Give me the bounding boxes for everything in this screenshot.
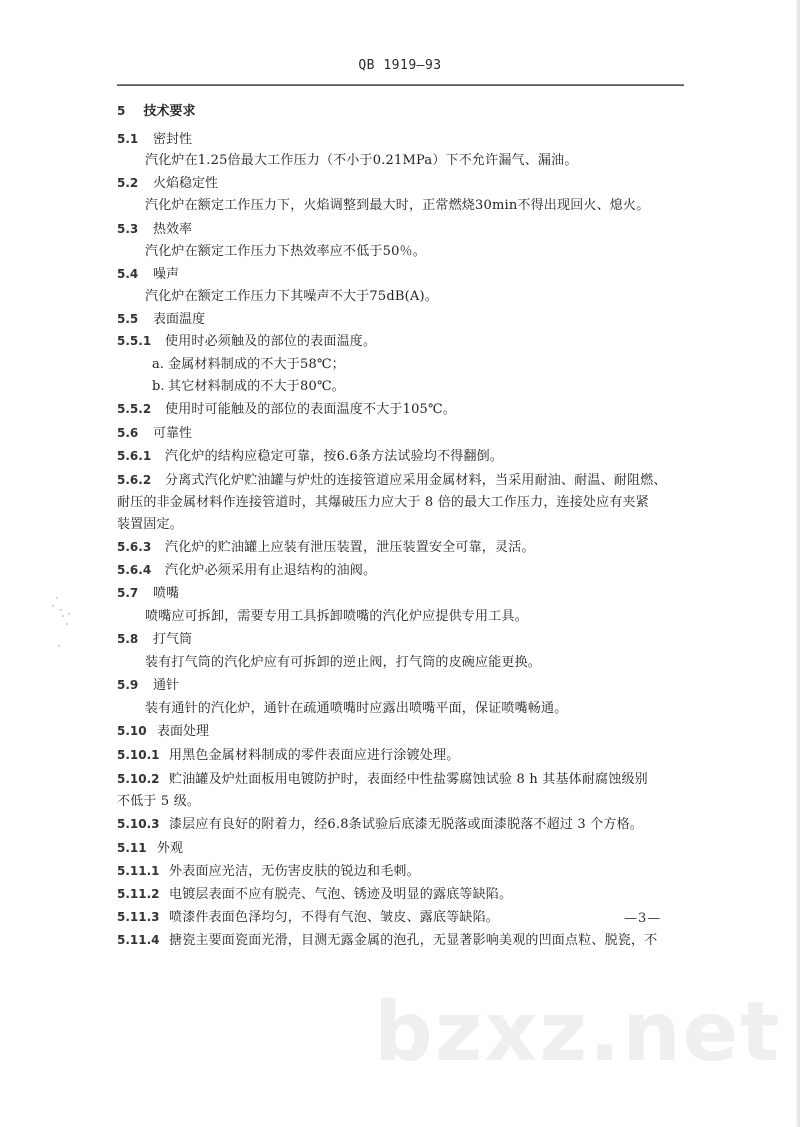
clause-body: 汽化炉的结构应稳定可靠，按6.6条方法试验均不得翻倒。: [165, 449, 504, 464]
clause-number: 5.10.1: [117, 748, 160, 762]
clause-number: 5.2: [117, 176, 139, 190]
clause-5-10-1: [117, 747, 459, 764]
clause-number: 5.4: [117, 267, 139, 281]
sub-item-a: [152, 356, 345, 373]
clause-number: 5.11.1: [117, 864, 160, 878]
clause-heading-5-11: [117, 840, 183, 857]
clause-5-6-1: [117, 448, 503, 465]
standard-code-header: QB 1919—93: [358, 58, 442, 73]
clause-5-10-3: [117, 816, 643, 833]
clause-heading-5-7: [117, 585, 179, 602]
clause-body-5-2: 汽化炉在额定工作压力下，火焰调整到最大时，正常燃烧30min不得出现回火、熄火。: [145, 198, 650, 213]
clause-title: 可靠性: [153, 426, 193, 441]
sub-item-b: [152, 378, 345, 395]
clause-body: 贮油罐及炉灶面板用电镀防护时，表面经中性盐雾腐蚀试验 8 h 其基体耐腐蚀级别: [169, 772, 648, 787]
sub-item-text: 其它材料制成的不大于80℃。: [168, 379, 345, 394]
clause-number: 5.11.2: [117, 887, 160, 901]
clause-number: 5.11.3: [117, 910, 160, 924]
clause-body: 搪瓷主要面瓷面光滑，目测无露金属的泡孔，无显著影响美观的凹面点粒、脱瓷，不: [169, 933, 658, 948]
clause-body-5-8: 装有打气筒的汽化炉应有可拆卸的逆止阀，打气筒的皮碗应能更换。: [145, 655, 542, 670]
clause-5-6-2-continued-1: 耐压的非金属材料作连接管道时，其爆破压力应大于 8 倍的最大工作压力，连接处应有夹紧: [117, 495, 649, 510]
clause-5-11-2: [117, 886, 512, 903]
clause-number: 5.6.3: [117, 540, 152, 554]
clause-body: 使用时必须触及的部位的表面温度。: [165, 334, 377, 349]
clause-title: 打气筒: [153, 632, 193, 647]
clause-heading-5-3: [117, 221, 192, 238]
clause-body: 分离式汽化炉贮油罐与炉灶的连接管道应采用金属材料，当采用耐油、耐温、耐阻燃、: [165, 473, 667, 488]
clause-title: 噪声: [153, 267, 180, 282]
clause-number: 5.3: [117, 222, 139, 236]
clause-title: 通针: [153, 678, 180, 693]
clause-body-5-9: 装有通针的汽化炉，通针在疏通喷嘴时应露出喷嘴平面，保证喷嘴畅通。: [145, 701, 568, 716]
clause-heading-5-1: [117, 131, 192, 148]
clause-heading-5-6: [117, 425, 192, 442]
clause-number: 5.5: [117, 312, 139, 326]
clause-title: 热效率: [153, 222, 193, 237]
scan-speckle-marks: [48, 595, 78, 655]
clause-number: 5.10: [117, 724, 147, 738]
clause-5-6-2-continued-2: 装置固定。: [117, 517, 184, 532]
header-rule: [117, 84, 684, 86]
clause-body: 喷漆件表面色泽均匀，不得有气泡、皱皮、露底等缺陷。: [169, 910, 500, 925]
clause-number: 5.7: [117, 586, 139, 600]
section-number: 5: [117, 104, 126, 118]
clause-body-5-3: 汽化炉在额定工作压力下热效率应不低于50％。: [145, 244, 426, 259]
section-title: 技术要求: [143, 104, 196, 119]
clause-5-11-3: [117, 909, 499, 926]
clause-5-10-2: [117, 771, 648, 788]
clause-body-5-7: 喷嘴应可拆卸，需要专用工具拆卸喷嘴的汽化炉应提供专用工具。: [145, 609, 528, 624]
clause-heading-5-8: [117, 631, 192, 648]
clause-5-5-1: [117, 333, 376, 350]
clause-5-6-4: [117, 562, 376, 579]
clause-body-5-1: 汽化炉在1.25倍最大工作压力（不小于0.21MPa）下不允许漏气、漏油。: [145, 153, 578, 168]
clause-number: 5.6: [117, 426, 139, 440]
sub-item-text: 金属材料制成的不大于58℃；: [168, 357, 345, 372]
clause-title: 火焰稳定性: [153, 176, 219, 191]
clause-5-11-1: [117, 863, 420, 880]
clause-number: 5.5.1: [117, 334, 152, 348]
clause-number: 5.10.3: [117, 817, 160, 831]
clause-body: 电镀层表面不应有脱壳、气泡、锈迹及明显的露底等缺陷。: [169, 887, 513, 902]
clause-title: 外观: [157, 841, 184, 856]
clause-heading-5-10: [117, 723, 209, 740]
clause-body: 汽化炉必须采用有止退结构的油阀。: [165, 563, 377, 578]
clause-number: 5.9: [117, 678, 139, 692]
clause-number: 5.6.2: [117, 473, 152, 487]
clause-5-11-4: [117, 932, 657, 949]
sub-item-label: b.: [152, 379, 165, 394]
clause-heading-5-9: [117, 677, 179, 694]
sub-item-label: a.: [152, 357, 164, 372]
watermark-logo: bzxz.net: [374, 985, 782, 1080]
clause-5-5-2: [117, 401, 456, 418]
clause-number: 5.8: [117, 632, 139, 646]
clause-heading-5-5: [117, 311, 205, 328]
clause-body: 漆层应有良好的附着力，经6.8条试验后底漆无脱落或面漆脱落不超过 3 个方格。: [169, 817, 644, 832]
clause-number: 5.1: [117, 132, 139, 146]
clause-5-6-2: [117, 472, 667, 489]
clause-title: 表面处理: [157, 724, 210, 739]
clause-number: 5.10.2: [117, 772, 160, 786]
clause-body: 外表面应光洁，无伤害皮肤的锐边和毛刺。: [169, 864, 420, 879]
clause-body-5-4: 汽化炉在额定工作压力下其噪声不大于75dB(A)。: [145, 289, 438, 304]
clause-body: 用黑色金属材料制成的零件表面应进行涂镀处理。: [169, 748, 460, 763]
clause-number: 5.11: [117, 841, 147, 855]
clause-body: 使用时可能触及的部位的表面温度不大于105℃。: [165, 402, 456, 417]
page-number: —3—: [624, 911, 662, 926]
clause-number: 5.6.4: [117, 563, 152, 577]
clause-heading-5-4: [117, 266, 179, 283]
clause-number: 5.11.4: [117, 933, 160, 947]
clause-5-10-2-continued: 不低于 5 级。: [117, 794, 201, 809]
page-edge-shadow: [796, 0, 800, 1127]
clause-title: 喷嘴: [153, 586, 180, 601]
clause-number: 5.5.2: [117, 402, 152, 416]
clause-title: 表面温度: [153, 312, 206, 327]
clause-number: 5.6.1: [117, 449, 152, 463]
clause-body: 汽化炉的贮油罐上应装有泄压装置，泄压装置安全可靠，灵活。: [165, 540, 535, 555]
clause-heading-5-2: [117, 175, 218, 192]
section-heading: [117, 103, 196, 120]
clause-5-6-3: [117, 539, 535, 556]
clause-title: 密封性: [153, 132, 193, 147]
